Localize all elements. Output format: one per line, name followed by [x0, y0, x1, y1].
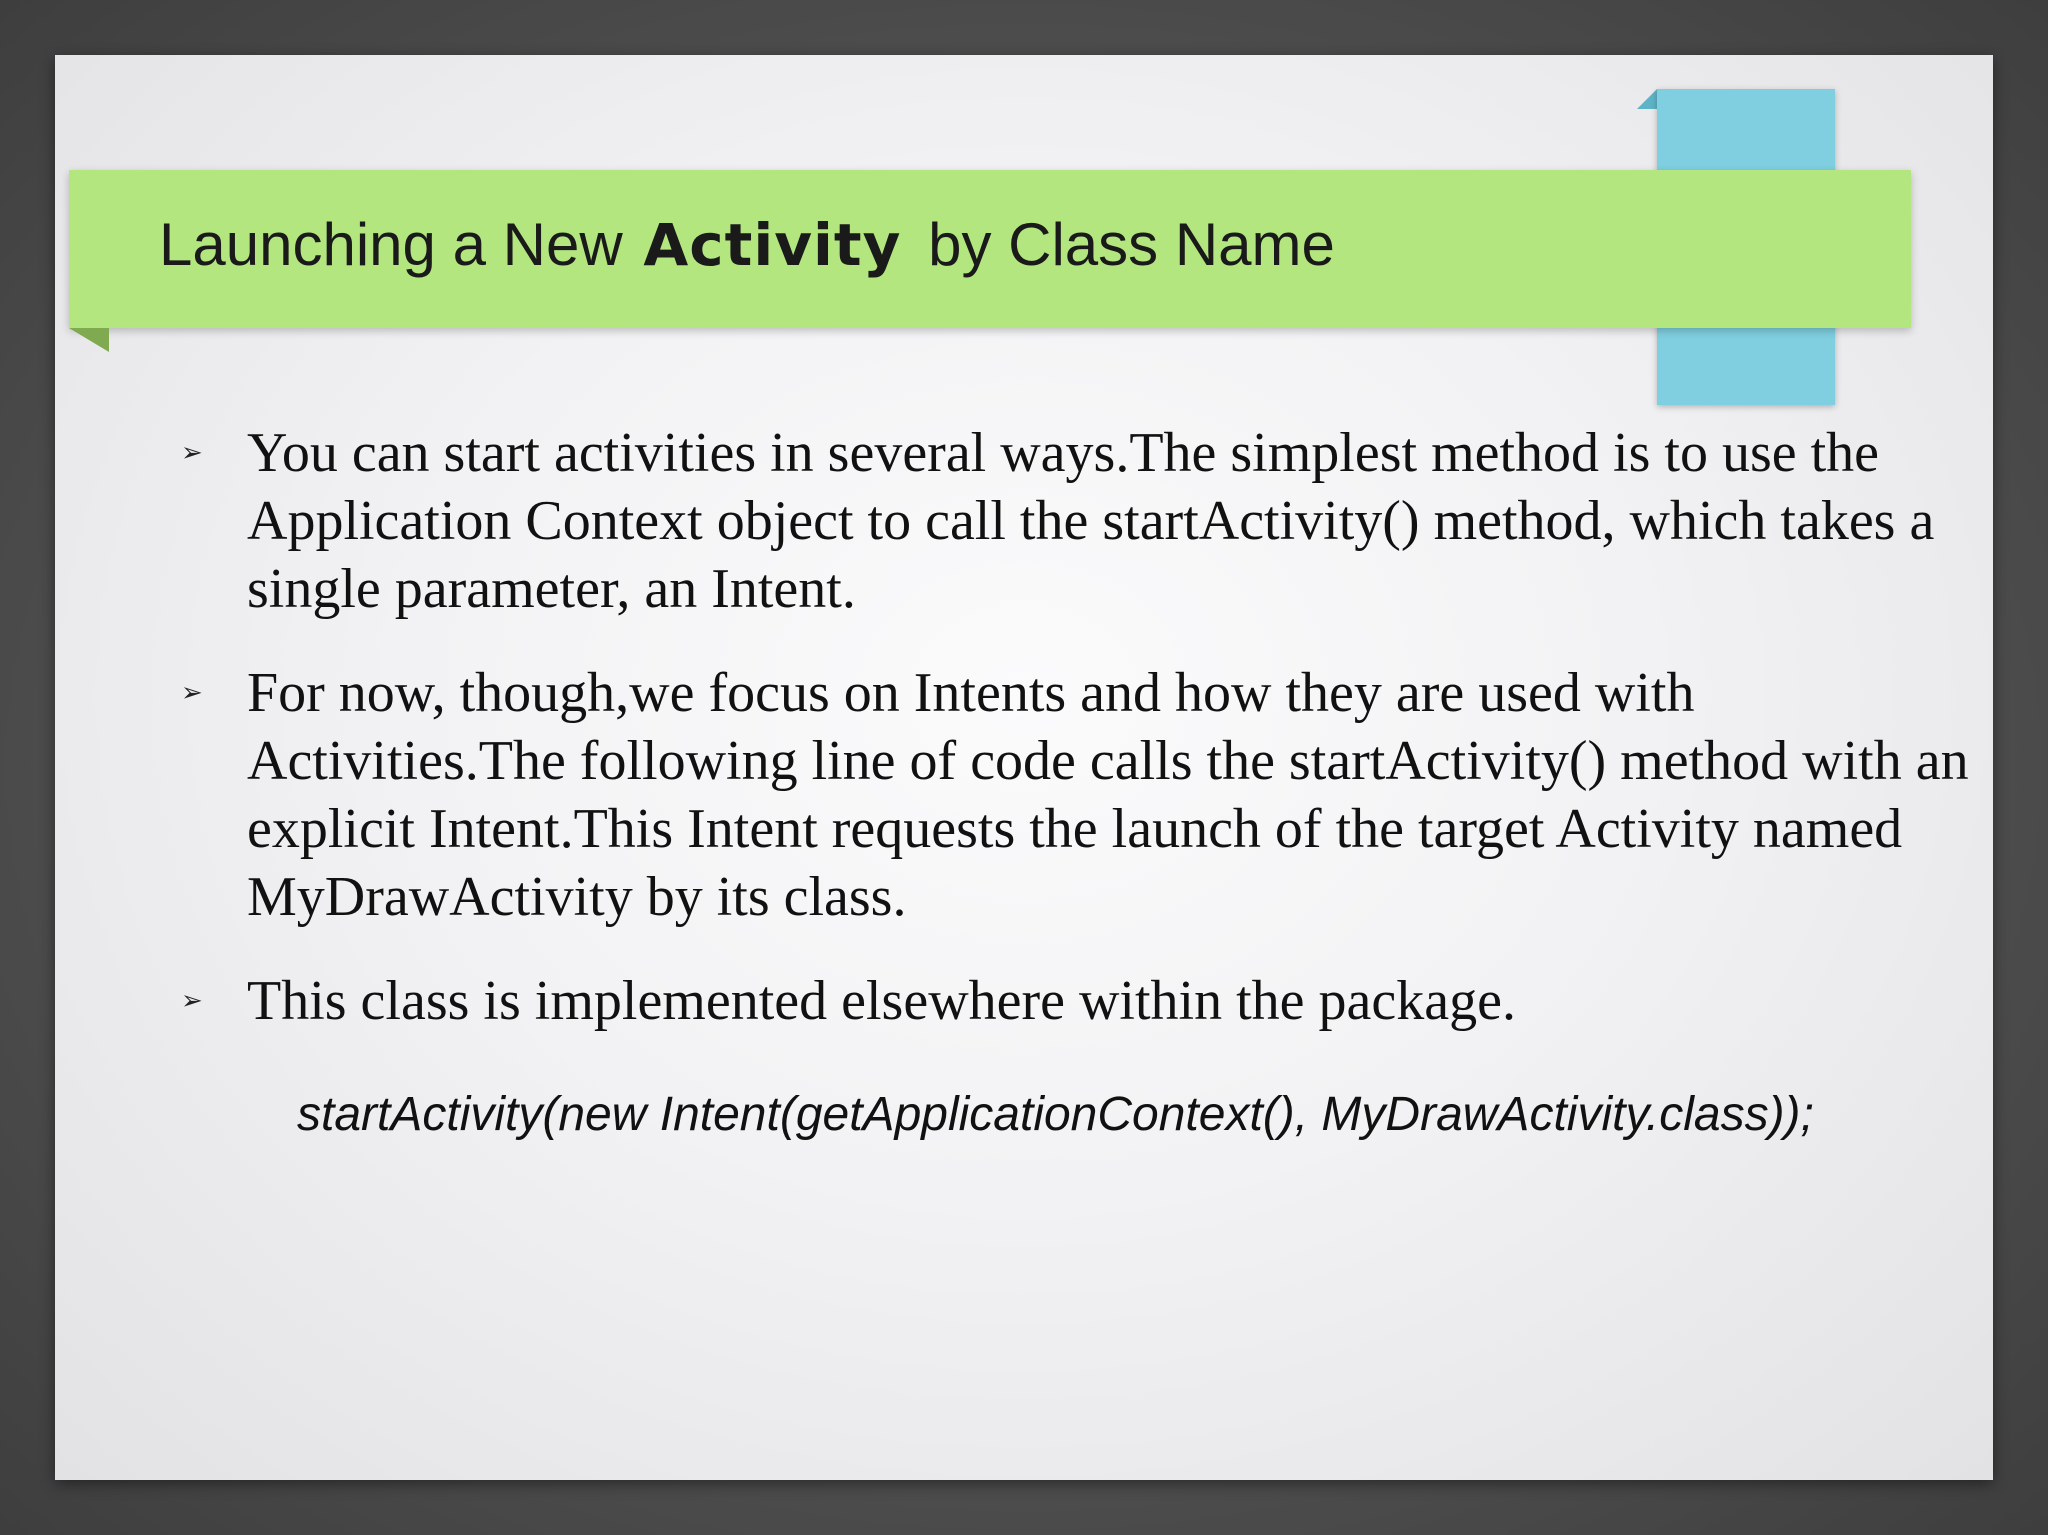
- arrowhead-bullet-icon: ➢: [181, 986, 203, 1016]
- accent-tab-fold: [1637, 89, 1657, 109]
- code-snippet: startActivity(new Intent(getApplicationContext(), MyDrawActivity.class));: [297, 1088, 1814, 1141]
- bullet-item: [177, 967, 1977, 1035]
- title-prefix: Launching a New: [159, 211, 623, 278]
- bullet-text: For now, though,we focus on Intents and how they are used with Activities.The following line of code calls the startActivity() method with an explicit Intent.This Intent requests the launch of the target Activity named MyDrawActivity by its class.: [247, 662, 1969, 928]
- bullet-item: [177, 659, 1977, 931]
- bullet-text: This class is implemented elsewhere within the package.: [247, 970, 1516, 1032]
- bullet-text: You can start activities in several ways.The simplest method is to use the Application Context object to call the startActivity() method, which takes a single parameter, an Intent.: [247, 422, 1935, 620]
- bullet-item: [177, 419, 1977, 623]
- title-emphasis: Activity: [643, 211, 902, 279]
- title-band-fold: [69, 328, 109, 352]
- arrowhead-bullet-icon: ➢: [181, 438, 203, 468]
- title-suffix: by Class Name: [928, 211, 1335, 278]
- slide-title: [159, 205, 1335, 285]
- bullet-list: [177, 419, 1977, 1071]
- arrowhead-bullet-icon: ➢: [181, 678, 203, 708]
- slide: [55, 55, 1993, 1480]
